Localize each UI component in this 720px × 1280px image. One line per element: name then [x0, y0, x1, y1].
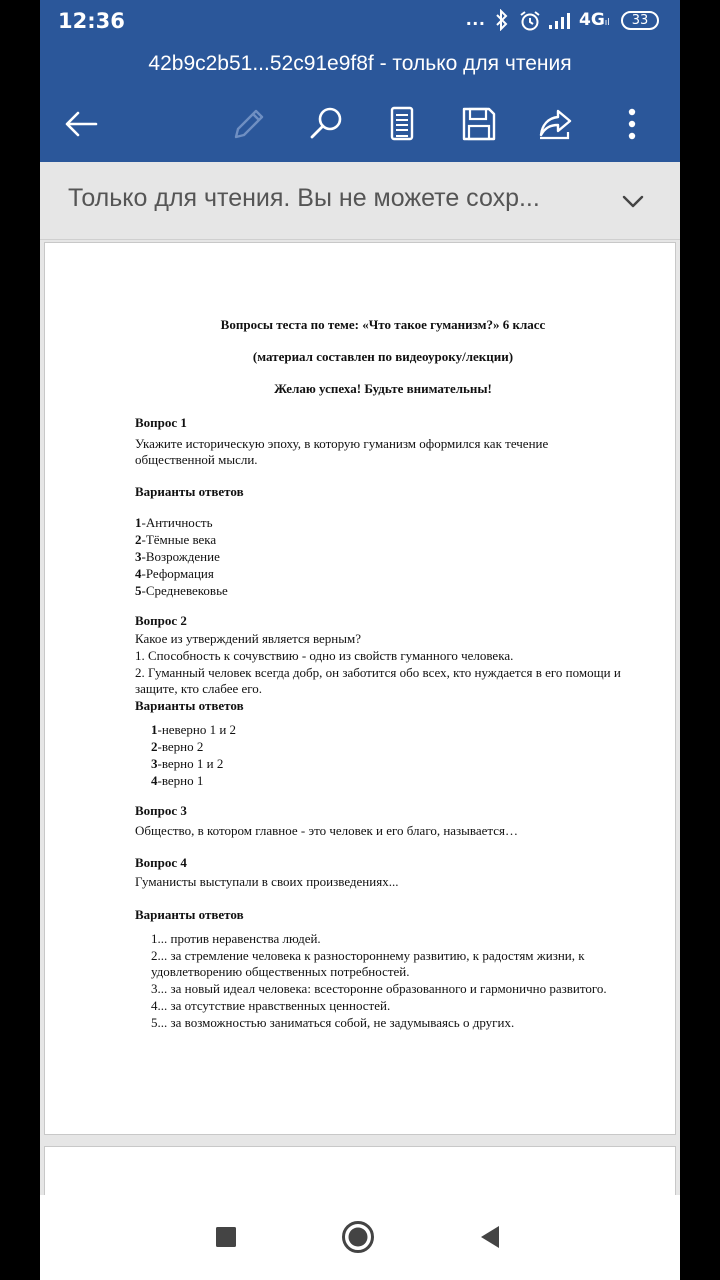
answer-option: [151, 773, 631, 789]
back-arrow-icon: [60, 102, 104, 146]
option-text: -неверно 1 и 2: [157, 722, 237, 737]
document-viewport[interactable]: [40, 240, 680, 1195]
answer-option: [135, 549, 631, 565]
answers-label: Варианты ответов: [135, 484, 244, 499]
question-text: Гуманисты выступали в своих произведениях...: [135, 874, 399, 889]
option-number: 3: [151, 756, 158, 771]
pencil-icon: [227, 102, 271, 146]
question-title: Вопрос 4: [135, 855, 187, 870]
option-number: 4: [135, 566, 142, 581]
question-2: [135, 613, 631, 789]
answer-option: 4... за отсутствие нравственных ценностей.: [151, 998, 391, 1013]
doc-heading-title: Вопросы теста по теме: «Что такое гуманизм?» 6 класс: [220, 317, 546, 332]
read-only-banner[interactable]: [40, 162, 680, 240]
question-4: [135, 855, 631, 1031]
search-button[interactable]: [304, 102, 348, 146]
answer-option: [151, 722, 631, 738]
home-button[interactable]: [340, 1219, 376, 1255]
option-number: 1: [135, 515, 142, 530]
more-icon: [610, 102, 654, 146]
title-bar: [40, 44, 680, 86]
answers-label: Варианты ответов: [135, 698, 244, 713]
network-label: 4G: [579, 10, 605, 30]
save-icon: [457, 102, 501, 146]
back-nav-button[interactable]: [472, 1219, 508, 1255]
statement-2: 2. Гуманный человек всегда добр, он заботится обо всех, кто нуждается в его помощи и защите, кто слабее его.: [135, 665, 621, 696]
save-button[interactable]: [457, 102, 501, 146]
share-button[interactable]: [534, 102, 578, 146]
answer-option: [135, 532, 631, 548]
back-icon: [472, 1219, 508, 1255]
option-number: 2: [151, 739, 158, 754]
doc-heading-subtitle: (материал составлен по видеоуроку/лекции): [252, 349, 514, 364]
search-icon: [304, 102, 348, 146]
answer-option: [151, 756, 631, 772]
answer-option: [151, 739, 631, 755]
question-1: [135, 415, 631, 599]
network-activity: ıl: [604, 18, 610, 28]
network-type: [579, 10, 610, 30]
answer-option: [135, 515, 631, 531]
answer-option: [135, 566, 631, 582]
edit-button[interactable]: [227, 102, 271, 146]
answer-list: [135, 722, 631, 789]
question-title: Вопрос 1: [135, 415, 187, 430]
answer-option: 2... за стремление человека к разностороннему развитию, к радостям жизни, к удовлетворению общественных потребностей.: [151, 948, 585, 979]
option-text: -Возрождение: [141, 549, 220, 564]
question-title: Вопрос 3: [135, 803, 187, 818]
share-icon: [534, 102, 578, 146]
home-icon: [340, 1219, 376, 1255]
status-time: 12:36: [58, 9, 125, 33]
statement-1: 1. Способность к сочувствию - одно из свойств гуманного человека.: [135, 648, 514, 663]
recent-apps-button[interactable]: [208, 1219, 244, 1255]
option-number: 1: [151, 722, 158, 737]
answer-option: 5... за возможностью заниматься собой, не задумываясь о других.: [151, 1015, 515, 1030]
option-text: -Реформация: [141, 566, 214, 581]
doc-heading-wish: Желаю успеха! Будьте внимательны!: [274, 381, 492, 396]
battery-indicator: 33: [621, 11, 659, 30]
banner-text: Только для чтения. Вы не можете сохр...: [68, 184, 540, 212]
status-bar: [40, 0, 680, 44]
answer-list: [135, 515, 631, 599]
signal-icon: [547, 11, 575, 31]
doc-headings: [135, 317, 631, 397]
alarm-icon: [519, 10, 541, 30]
option-text: -Античность: [141, 515, 213, 530]
chevron-down-icon[interactable]: [618, 186, 648, 216]
question-text: Общество, в котором главное - это человек и его благо, называется…: [135, 823, 519, 838]
more-options-button[interactable]: [610, 102, 654, 146]
option-text: -верно 1 и 2: [157, 756, 224, 771]
navigation-bar: [40, 1195, 680, 1280]
bluetooth-icon: [495, 9, 509, 29]
question-3: [135, 803, 631, 839]
option-number: 2: [135, 532, 142, 547]
option-number: 4: [151, 773, 158, 788]
answer-list: [135, 931, 631, 1031]
reading-mode-icon: [380, 102, 424, 146]
toolbar: [40, 86, 680, 162]
answer-option: 1... против неравенства людей.: [151, 931, 321, 946]
option-text: -верно 1: [157, 773, 204, 788]
document-title: 42b9c2b51...52c91e9f8f - только для чтения: [148, 52, 572, 75]
document-page: [44, 242, 676, 1135]
option-number: 3: [135, 549, 142, 564]
app-window: [40, 0, 680, 1280]
question-title: Вопрос 2: [135, 613, 187, 628]
recent-apps-icon: [208, 1219, 244, 1255]
option-text: -Тёмные века: [141, 532, 217, 547]
back-button[interactable]: [60, 102, 104, 146]
answer-option: 3... за новый идеал человека: всесторонне образованного и гармонично развитого.: [151, 981, 607, 996]
answers-label: Варианты ответов: [135, 907, 244, 922]
option-text: -Средневековье: [141, 583, 228, 598]
notification-dots: ...: [466, 8, 486, 30]
question-text: Какое из утверждений является верным?: [135, 631, 361, 646]
reading-mode-button[interactable]: [380, 102, 424, 146]
option-text: -верно 2: [157, 739, 204, 754]
option-number: 5: [135, 583, 142, 598]
question-text: Укажите историческую эпоху, в которую гуманизм оформился как течение общественной мысли.: [135, 436, 549, 467]
answer-option: [135, 583, 631, 599]
